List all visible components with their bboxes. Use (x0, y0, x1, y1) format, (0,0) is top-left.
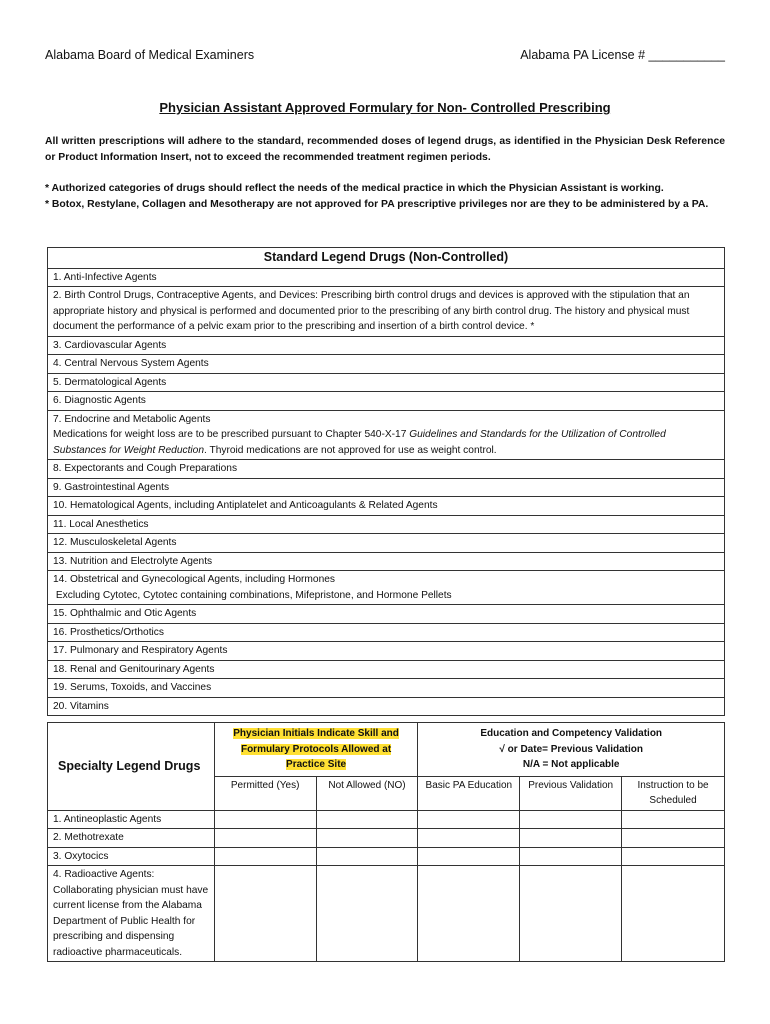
education-header-line-2: √ or Date= Previous Validation (499, 743, 643, 755)
intro-note-botox: * Botox, Restylane, Collagen and Mesotherapy are not approved for PA prescriptive privileges nor are they to be administered by a PA. (45, 199, 709, 210)
standard-item-4: 4. Central Nervous System Agents (48, 355, 725, 374)
weight-loss-note: Medications for weight loss are to be prescribed pursuant to Chapter 540-X-17 (53, 429, 410, 440)
permitted-cell[interactable] (214, 829, 316, 848)
thyroid-note: . Thyroid medications are not approved for use as weight control. (204, 444, 497, 456)
standard-item-14-exclusions: Excluding Cytotec, Cytotec containing combinations, Mifepristone, and Hormone Pellets (53, 589, 452, 601)
standard-item-12: 12. Musculoskeletal Agents (48, 534, 725, 553)
table-row (48, 829, 725, 848)
standard-item-7-note (53, 427, 719, 458)
basic-education-cell[interactable] (418, 810, 520, 829)
standard-item-16: 16. Prosthetics/Orthotics (48, 623, 725, 642)
page-title: Physician Assistant Approved Formulary for Non- Controlled Prescribing (159, 100, 611, 115)
standard-item-7 (48, 410, 725, 460)
basic-education-cell[interactable] (418, 829, 520, 848)
standard-item-18: 18. Renal and Genitourinary Agents (48, 660, 725, 679)
physician-initials-header (214, 723, 418, 777)
instruction-cell[interactable] (622, 866, 725, 962)
standard-item-11: 11. Local Anesthetics (48, 515, 725, 534)
specialty-item-3: 3. Oxytocics (48, 847, 215, 866)
basic-education-cell[interactable] (418, 866, 520, 962)
specialty-item-2: 2. Methotrexate (48, 829, 215, 848)
standard-item-19: 19. Serums, Toxoids, and Vaccines (48, 679, 725, 698)
instruction-cell[interactable] (622, 847, 725, 866)
standard-drugs-title: Standard Legend Drugs (Non-Controlled) (48, 248, 725, 269)
specialty-drugs-title: Specialty Legend Drugs (48, 723, 215, 811)
standard-item-9: 9. Gastrointestinal Agents (48, 478, 725, 497)
standard-item-13: 13. Nutrition and Electrolyte Agents (48, 552, 725, 571)
table-row (48, 810, 725, 829)
standard-item-10: 10. Hematological Agents, including Antiplatelet and Anticoagulants & Related Agents (48, 497, 725, 516)
education-header-line-3: N/A = Not applicable (522, 759, 620, 770)
instruction-cell[interactable] (622, 829, 725, 848)
header-license-number: Alabama PA License # ___________ (520, 48, 725, 62)
standard-item-6: 6. Diagnostic Agents (48, 392, 725, 411)
permitted-cell[interactable] (214, 866, 316, 962)
weight-loss-guideline-title: Guidelines and Standards for the Utilization of Controlled Substances for Weight Reduction (53, 429, 666, 456)
intro-note-authorized: * Authorized categories of drugs should reflect the needs of the medical practice in which the Physician Assistant is working. (45, 183, 664, 194)
previous-validation-cell[interactable] (520, 847, 622, 866)
standard-item-20: 20. Vitamins (48, 697, 725, 716)
col-instruction-scheduled: Instruction to be Scheduled (622, 776, 725, 810)
standard-item-14-label: 14. Obstetrical and Gynecological Agents, including Hormones (53, 574, 336, 585)
standard-item-14 (48, 571, 725, 605)
standard-item-1: 1. Anti-Infective Agents (48, 268, 725, 287)
standard-item-7-label: 7. Endocrine and Metabolic Agents (53, 413, 211, 425)
previous-validation-cell[interactable] (520, 866, 622, 962)
basic-education-cell[interactable] (418, 847, 520, 866)
standard-item-8: 8. Expectorants and Cough Preparations (48, 460, 725, 479)
specialty-item-4: 4. Radioactive Agents: Collaborating physician must have current license from the Alabama Department of Public Health for prescribing and dispensing radioactive pharmaceuticals. (48, 866, 215, 962)
col-basic-pa-education: Basic PA Education (418, 776, 520, 810)
previous-validation-cell[interactable] (520, 810, 622, 829)
not-allowed-cell[interactable] (316, 829, 418, 848)
standard-item-17: 17. Pulmonary and Respiratory Agents (48, 642, 725, 661)
not-allowed-cell[interactable] (316, 847, 418, 866)
col-permitted: Permitted (Yes) (214, 776, 316, 810)
not-allowed-cell[interactable] (316, 866, 418, 962)
intro-paragraph: All written prescriptions will adhere to the standard, recommended doses of legend drugs, as identified in the Physician Desk Reference or Product Information Insert, not to exceed the recommended treatment regimen periods. (45, 136, 725, 163)
standard-item-3: 3. Cardiovascular Agents (48, 336, 725, 355)
col-not-allowed: Not Allowed (NO) (316, 776, 418, 810)
standard-item-5: 5. Dermatological Agents (48, 373, 725, 392)
header-board-name: Alabama Board of Medical Examiners (45, 48, 255, 62)
not-allowed-cell[interactable] (316, 810, 418, 829)
education-competency-header (418, 723, 725, 777)
specialty-drugs-table (47, 722, 725, 962)
permitted-cell[interactable] (214, 810, 316, 829)
education-header-line-1: Education and Competency Validation (480, 728, 663, 739)
col-previous-validation: Previous Validation (520, 776, 622, 810)
specialty-item-1: 1. Antineoplastic Agents (48, 810, 215, 829)
instruction-cell[interactable] (622, 810, 725, 829)
standard-drugs-table (47, 247, 725, 716)
previous-validation-cell[interactable] (520, 829, 622, 848)
permitted-cell[interactable] (214, 847, 316, 866)
standard-item-2: 2. Birth Control Drugs, Contraceptive Agents, and Devices: Prescribing birth control drugs and devices is approved with the stipulation that an appropriate history and physical is performed and documented prior to the prescribing of any birth control drug. The history and physical must document the performance of a pelvic exam prior to the prescribing and insertion of a birth control device. * (48, 287, 725, 337)
standard-item-15: 15. Ophthalmic and Otic Agents (48, 605, 725, 624)
physician-initials-header-text: Physician Initials Indicate Skill and Formulary Protocols Allowed at Practice Site (233, 728, 399, 770)
table-row (48, 847, 725, 866)
table-row (48, 866, 725, 962)
